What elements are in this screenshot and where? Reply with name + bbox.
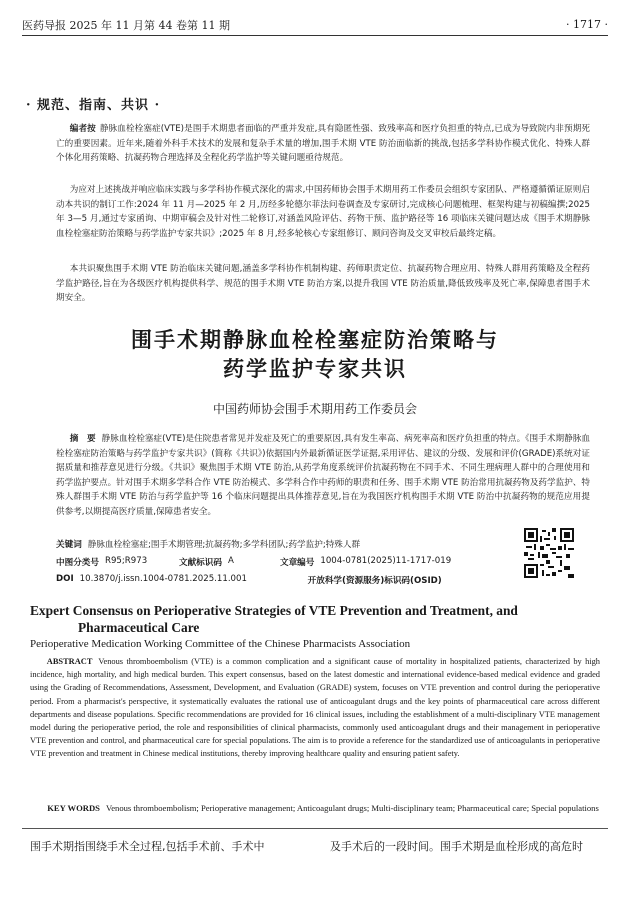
abstract-en [30, 655, 600, 761]
title-cn-line-1: 围手术期静脉血栓栓塞症防治策略与 [131, 328, 499, 352]
title-en-line-1: Expert Consensus on Perioperative Strategies of VTE Prevention and Treatment, and [30, 603, 518, 618]
author-cn: 中国药师协会围手术期用药工作委员会 [212, 402, 417, 416]
abstract-cn-lead: 摘 要 [69, 434, 96, 444]
keywords-cn-lead: 关键词 [56, 540, 82, 550]
keywords-cn [56, 538, 360, 550]
body-divider [22, 828, 608, 829]
abstract-en-text: Venous thromboembolism (VTE) is a common complication and a significant cause of mortality in hospitalized patients, characterized by high incidence, high mortality, and high medical burden. This expert consensus, based on the latest domestic and international evidence-based medical evidence and graded using the Grading of Recommendations, Assessment, Development, and Evaluation (GRADE) system, focuses on VTE prevention and control during the perioperative period. From a pharmacist's perspective, it systematically evaluates the rational use of anticoagulant drugs and the key points of pharmaceutical care across different departments and disease populations. Specific recommendations are provided for 16 clinical issues, including the establishment of a multi-disciplinary VTE management model during the perioperative period, the role and responsibilities of clinical pharmacists, commonly used anticoagulant drugs and their management in perioperative VTE prevention and control, and pharmaceutical care for special populations. The aim is to provide a reference for the standardized use of anticoagulants in perioperative VTE prevention and treatment in Chinese medical institutions, thereby improving healthcare quality and ensuring patient safety. [30, 657, 600, 759]
intro-paragraph-1: 为应对上述挑战并响应临床实践与多学科协作模式深化的需求,中国药师协会围手术期用药工作委员会组织专家团队、严格遵循循证原则启动本共识的制订工作:2024 年 11 月—2025 年 2 月,历经多轮德尔菲法问卷调查及专家研讨,完成核心问题梳理、框架构建与初稿编撰;2025 年 3—5 月,通过专家函询、中期审稿会及针对性二轮修订,对涵盖风险评估、药物干预、监护路径等 16 项临床关键问题达成《围手术期静脉血栓栓塞症防治策略与药学监护专家共识》;2025 年 8 月,经多轮核心专家组修订、顾问咨询及交叉审校后最终定稿。 [56, 185, 590, 239]
doc-code-label: 文献标识码 [178, 558, 222, 568]
clc-value: R95;R973 [104, 556, 148, 566]
article-no-label: 文章编号 [279, 558, 315, 568]
meta-row-1 [56, 556, 451, 568]
abstract-cn [56, 432, 590, 520]
article-no-value: 1004-0781(2025)11-1717-019 [320, 556, 452, 566]
abstract-cn-text: 静脉血栓栓塞症(VTE)是住院患者常见并发症及死亡的重要原因,具有发生率高、病死率高和医疗负担重的特点。《围手术期静脉血栓栓塞症防治策略与药学监护专家共识》(简称《共识》)依据国内外最新循证医学证据,采用评估、建议的分级、发展和评价(GRADE)系统对证据质量和推荐意见进行分级。《共识》聚焦围手术期 VTE 防治,从药学角度系统评价抗凝药物在不同手术、不同生理病理人群中的合理使用和药学监护要点。针对围手术期多学科合作 VTE 防治模式、多学科合作中药师的职责和任务、围手术期 VTE 防治常用抗凝药物及药学监护、特殊人群围手术期 VTE 防治与药学监护等 16 个临床问题提出具体推荐意见,旨在为我国医疗机构围手术期 VTE 防治中抗凝药物的规范应用提供参考,以期提高医疗质量,保障患者安全。 [56, 434, 590, 517]
doi-value: 10.3870/j.issn.1004-0781.2025.11.001 [79, 574, 247, 584]
article-title-cn [0, 326, 630, 384]
title-en-line-2: Pharmaceutical Care [78, 620, 200, 635]
meta-row-2 [56, 574, 448, 586]
body-text-right: 及手术后的一段时间。围手术期是血栓形成的高危时 [330, 840, 583, 853]
intro-paragraph-2: 本共识聚焦围手术期 VTE 防治临床关键问题,涵盖多学科协作机制构建、药师职责定位、抗凝药物合理应用、特殊人群用药策略及全程药学监护路径,旨在为各级医疗机构提供科学、规范的围手术期 VTE 防治方案,以提升我国 VTE 防治质量,降低致残率及死亡率,保障患者围手术期安全。 [56, 264, 590, 304]
keywords-en [30, 802, 600, 815]
keywords-en-text: Venous thromboembolism; Perioperative management; Anticoagulant drugs; Multi-disciplinary team; Pharmaceutical care; Special populations [105, 803, 599, 813]
keywords-cn-text: 静脉血栓栓塞症;围手术期管理;抗凝药物;多学科团队;药学监护;特殊人群 [87, 540, 361, 550]
doc-code-value: A [227, 556, 234, 566]
editor-note-text: 静脉血栓栓塞症(VTE)是围手术期患者面临的严重并发症,具有隐匿性强、致残率高和医疗负担重的特点,已成为导致院内非预期死亡的重要因素。近年来,随着外科手术技术的发展和复杂手术量的增加,围手术期 VTE 防治面临新的挑战,包括多学科协作模式优化、特殊人群个体化用药策略、抗凝药物合理选择及全程化药学监护等关键问题亟待规范。 [56, 124, 590, 164]
title-cn-line-2: 药学监护专家共识 [223, 357, 407, 381]
osid-label: 开放科学(资源服务)标识码(OSID) [307, 576, 442, 586]
body-text-left: 围手术期指围绕手术全过程,包括手术前、手术中 [30, 840, 265, 853]
editor-note [56, 122, 590, 166]
keywords-en-lead: KEY WORDS [47, 803, 100, 813]
clc-label: 中图分类号 [56, 558, 99, 568]
author-en: Perioperative Medication Working Committee of the Chinese Pharmacists Association [30, 638, 411, 650]
journal-info: 医药导报 2025 年 11 月第 44 卷第 11 期 [22, 18, 230, 32]
running-header [22, 14, 608, 36]
osid-qr-code [524, 528, 574, 578]
article-title-en [30, 602, 600, 636]
abstract-en-lead: ABSTRACT [46, 657, 93, 666]
section-tag: · 规范、指南、共识 · [26, 98, 161, 113]
doi-label: DOI [56, 574, 74, 584]
page-number: · 1717 · [566, 18, 608, 31]
editor-note-lead: 编者按 [69, 124, 96, 134]
